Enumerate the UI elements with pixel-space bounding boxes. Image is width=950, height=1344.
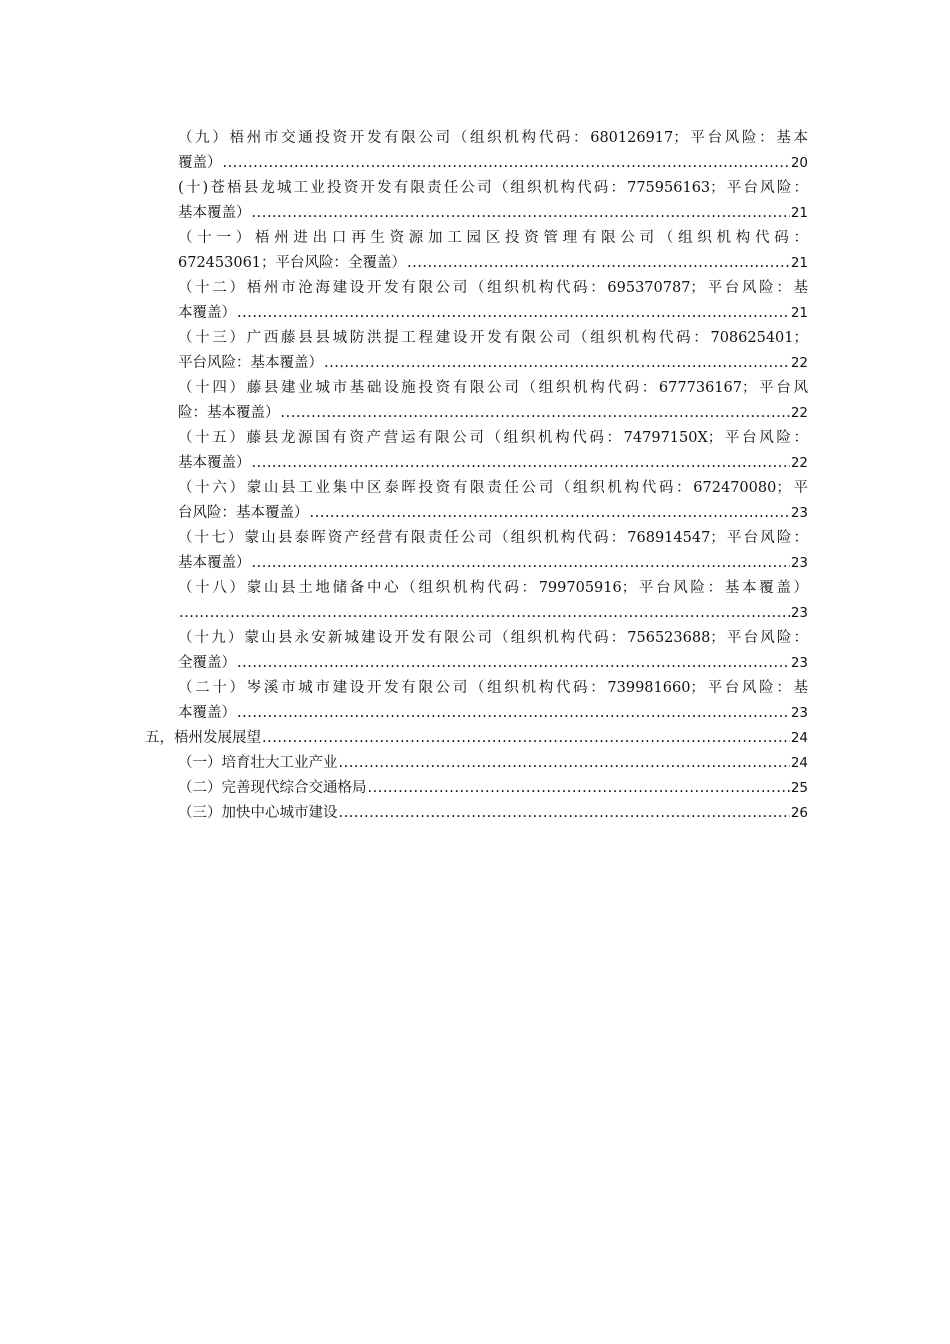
toc-entry-last-line xyxy=(178,501,808,526)
toc-page-number: 23 xyxy=(790,705,808,721)
toc-page-number: 23 xyxy=(790,505,808,521)
toc-entry-text: 672453061；平台风险：全覆盖） xyxy=(178,255,407,271)
toc-entry-last-line xyxy=(178,776,808,801)
toc-entry[interactable] xyxy=(178,176,808,226)
toc-entry-text: （十三）广西藤县县城防洪提工程建设开发有限公司（组织机构代码：708625401； xyxy=(178,330,808,346)
toc-entry-last-line xyxy=(178,801,808,826)
dot-leader xyxy=(179,601,790,626)
dot-leader xyxy=(237,651,790,676)
dot-leader xyxy=(252,451,790,476)
dot-leader xyxy=(324,351,790,376)
toc-entry-text: （十五）藤县龙源国有资产营运有限公司（组织机构代码：74797150X；平台风险： xyxy=(178,430,808,446)
toc-entry-text: 本覆盖） xyxy=(178,305,236,321)
toc-page-number: 21 xyxy=(790,305,808,321)
dot-leader xyxy=(281,401,790,426)
toc-entry-text: （二十）岑溪市城市建设开发有限公司（组织机构代码：739981660；平台风险：基 xyxy=(178,680,808,696)
dot-leader xyxy=(252,551,790,576)
toc-page-number: 23 xyxy=(790,555,808,571)
toc-entry[interactable] xyxy=(178,526,808,576)
toc-entry-text: （十六）蒙山县工业集中区泰晖投资有限责任公司（组织机构代码：672470080；平 xyxy=(178,480,808,496)
toc-entry-last-line xyxy=(178,751,808,776)
toc-entry[interactable] xyxy=(178,276,808,326)
dot-leader xyxy=(252,201,790,226)
dot-leader xyxy=(407,251,790,276)
dot-leader xyxy=(237,301,790,326)
toc-entry-last-line xyxy=(178,601,808,626)
toc-entry-text: （十一）梧州进出口再生资源加工园区投资管理有限公司（组织机构代码： xyxy=(178,230,808,246)
toc-entry[interactable] xyxy=(178,376,808,426)
toc-page-number: 24 xyxy=(790,755,808,771)
toc-entry-last-line xyxy=(178,651,808,676)
toc-entry[interactable] xyxy=(178,626,808,676)
toc-entry[interactable] xyxy=(178,426,808,476)
toc-entry-text: （十四）藤县建业城市基础设施投资有限公司（组织机构代码：677736167；平台风 xyxy=(178,380,808,396)
toc-entry-text: 基本覆盖） xyxy=(178,555,251,571)
toc-entry-text: 全覆盖） xyxy=(178,655,236,671)
table-of-contents xyxy=(0,126,950,826)
toc-entry-text: （十七）蒙山县泰晖资产经营有限责任公司（组织机构代码：768914547；平台风险： xyxy=(178,530,808,546)
dot-leader xyxy=(237,701,790,726)
toc-entry-last-line xyxy=(178,301,808,326)
dot-leader xyxy=(223,151,790,176)
toc-entry-text: 本覆盖） xyxy=(178,705,236,721)
toc-entry-last-line xyxy=(178,251,808,276)
toc-entry-last-line xyxy=(178,201,808,226)
toc-page-number: 26 xyxy=(790,805,808,821)
toc-entry-text: （二）完善现代综合交通格局 xyxy=(178,780,367,796)
toc-page-number: 20 xyxy=(790,155,808,171)
toc-entry-text: （九）梧州市交通投资开发有限公司（组织机构代码：680126917；平台风险：基本 xyxy=(178,130,808,146)
toc-entry-text: 台风险：基本覆盖） xyxy=(178,505,309,521)
dot-leader xyxy=(310,501,790,526)
toc-page-number: 25 xyxy=(790,780,808,796)
toc-entry[interactable] xyxy=(178,801,808,826)
toc-entry-text: 覆盖） xyxy=(178,155,222,171)
toc-entry[interactable] xyxy=(178,226,808,276)
toc-page-number: 21 xyxy=(790,255,808,271)
toc-entry-text: （三）加快中心城市建设 xyxy=(178,805,338,821)
toc-entry-last-line xyxy=(178,401,808,426)
toc-entry[interactable] xyxy=(178,776,808,801)
toc-page-number: 23 xyxy=(790,605,808,621)
toc-page-number: 24 xyxy=(790,730,808,746)
dot-leader xyxy=(339,751,790,776)
toc-entry[interactable] xyxy=(178,676,808,726)
toc-entry[interactable] xyxy=(178,126,808,176)
toc-entry-text: 险：基本覆盖） xyxy=(178,405,280,421)
toc-entry-last-line xyxy=(178,151,808,176)
toc-entry[interactable] xyxy=(178,326,808,376)
dot-leader xyxy=(262,726,790,751)
toc-entry[interactable] xyxy=(178,476,808,526)
toc-page-number: 22 xyxy=(790,455,808,471)
toc-page-number: 21 xyxy=(790,205,808,221)
toc-entry-text: （十九）蒙山县永安新城建设开发有限公司（组织机构代码：756523688；平台风险： xyxy=(178,630,808,646)
toc-entry-last-line xyxy=(178,351,808,376)
toc-page-number: 22 xyxy=(790,355,808,371)
toc-entry-text: 平台风险：基本覆盖） xyxy=(178,355,323,371)
toc-entry[interactable] xyxy=(178,576,808,626)
toc-page-number: 22 xyxy=(790,405,808,421)
toc-entry-last-line xyxy=(178,701,808,726)
toc-page-number: 23 xyxy=(790,655,808,671)
toc-entry-last-line xyxy=(178,551,808,576)
toc-entry-text: 五，梧州发展展望 xyxy=(145,730,261,746)
dot-leader xyxy=(339,801,790,826)
toc-entry[interactable] xyxy=(145,726,808,751)
toc-entry-last-line xyxy=(145,726,808,751)
toc-entry-text: （十二）梧州市沧海建设开发有限公司（组织机构代码：695370787；平台风险：基 xyxy=(178,280,808,296)
toc-entry-text: （十八）蒙山县土地储备中心（组织机构代码：799705916；平台风险：基本覆盖） xyxy=(178,580,808,596)
toc-entry[interactable] xyxy=(178,751,808,776)
dot-leader xyxy=(368,776,790,801)
toc-entry-text: 基本覆盖） xyxy=(178,205,251,221)
toc-entry-text: 基本覆盖） xyxy=(178,455,251,471)
toc-entry-text: (十)苍梧县龙城工业投资开发有限责任公司（组织机构代码：775956163；平台风险： xyxy=(178,180,808,196)
toc-entry-last-line xyxy=(178,451,808,476)
toc-entry-text: （一）培育壮大工业产业 xyxy=(178,755,338,771)
